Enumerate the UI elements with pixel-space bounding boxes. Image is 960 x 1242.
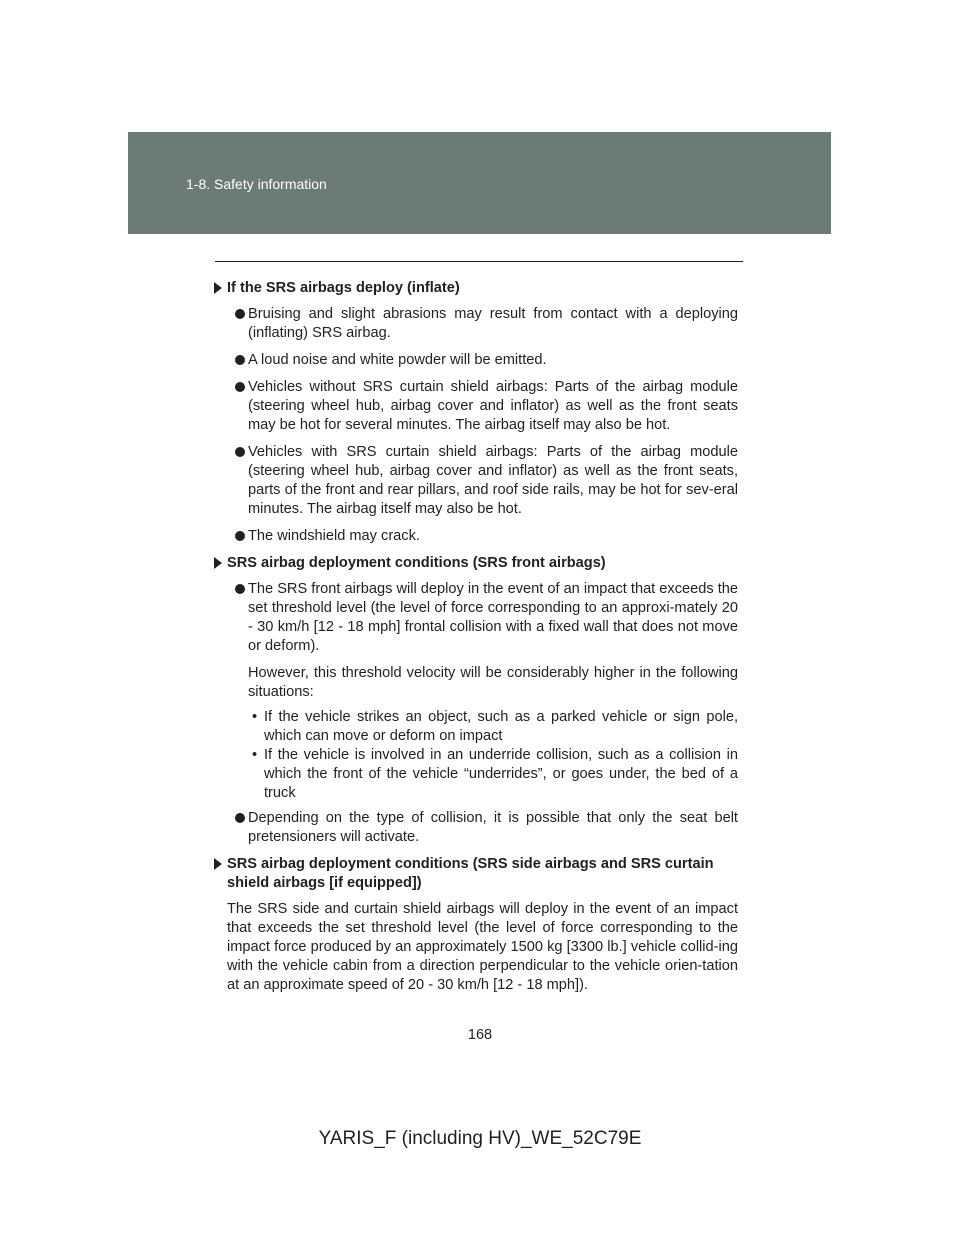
sub-list-item: • If the vehicle is involved in an underride collision, such as a collision in which the front of the vehicle “underrides”, or goes under, the bed of a truck <box>252 747 738 801</box>
page-number: 168 <box>467 1027 493 1043</box>
body-paragraph: The SRS side and curtain shield airbags will deploy in the event of an impact that exceeds the set threshold level (the level of force corresponding to the impact force produced by an approximately 1500 kg [3300 lb.] vehicle collid-ing with the vehicle cabin from a direction perpendicular to the vehicle orien-tation at an approximate speed of 20 - 30 km/h [12 - 18 mph]). <box>227 901 738 993</box>
section-heading: If the SRS airbags deploy (inflate) <box>214 279 738 298</box>
bullet-dot-icon <box>235 447 245 457</box>
triangle-bullet-icon <box>214 282 222 294</box>
header-band <box>128 132 831 234</box>
footer-doc-id: YARIS_F (including HV)_WE_52C79E <box>318 1128 642 1149</box>
bullet-dot-icon <box>235 813 245 823</box>
top-rule <box>215 261 743 262</box>
bullet-item: A loud noise and white powder will be emitted. <box>214 351 738 370</box>
bullet-item: Vehicles with SRS curtain shield airbags: Parts of the airbag module (steering wheel hub, airbag cover and inflator) as well as the front seats, parts of the front and rear pillars, and roof side rails, may be hot for sev-eral minutes. The airbag itself may also be hot. <box>214 443 738 519</box>
section-heading: SRS airbag deployment conditions (SRS side airbags and SRS curtain shield airbags [if equipped]) <box>214 855 738 893</box>
triangle-bullet-icon <box>214 858 222 870</box>
bullet-item: The SRS front airbags will deploy in the event of an impact that exceeds the set threshold level (the level of force corresponding to an approxi-mately 20 - 30 km/h [12 - 18 mph] frontal collision with a fixed wall that does not move or deform). <box>214 580 738 656</box>
triangle-bullet-icon <box>214 557 222 569</box>
content <box>214 279 738 1003</box>
bullet-dot-icon <box>235 309 245 319</box>
bullet-dot-icon <box>235 355 245 365</box>
section-title: 1-8. Safety information <box>186 176 327 192</box>
bullet-item: The windshield may crack. <box>214 527 738 546</box>
bullet-item: Bruising and slight abrasions may result from contact with a deploying (inflating) SRS airbag. <box>214 305 738 343</box>
bullet-dot-icon <box>235 584 245 594</box>
however-paragraph: However, this threshold velocity will be considerably higher in the following situations: <box>248 665 738 700</box>
bullet-dot-icon <box>235 382 245 392</box>
bullet-dot-icon <box>235 531 245 541</box>
bullet-item: Depending on the type of collision, it is possible that only the seat belt pretensioners will activate. <box>214 809 738 847</box>
bullet-item: Vehicles without SRS curtain shield airbags: Parts of the airbag module (steering wheel hub, airbag cover and inflator) as well as the front seats may be hot for several minutes. The airbag itself may also be hot. <box>214 378 738 435</box>
sub-list-item: • If the vehicle strikes an object, such as a parked vehicle or sign pole, which can move or deform on impact <box>252 709 738 744</box>
section-heading: SRS airbag deployment conditions (SRS front airbags) <box>214 554 738 573</box>
